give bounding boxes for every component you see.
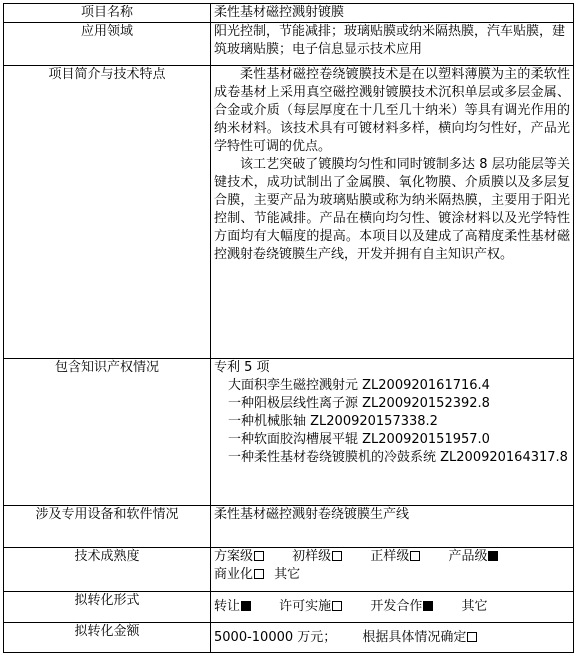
transfer-option-label: 转让 (214, 599, 241, 614)
row-equipment (4, 506, 574, 548)
value-project-name: 柔性基材磁控溅射镀膜 (211, 4, 574, 23)
patent-item: 大面积孪生磁控溅射元 ZL200920161716.4 (228, 378, 490, 393)
value-transfer-form (211, 592, 574, 623)
amount-option-label: 根据具体情况确定 (362, 629, 467, 645)
checkbox[interactable] (467, 632, 477, 642)
row-transfer-amount (4, 623, 574, 653)
maturity-option[interactable] (370, 549, 420, 564)
checkbox[interactable] (254, 569, 264, 579)
intro-paragraph-1: 柔性基材磁控卷绕镀膜技术是在以塑料薄膜为主的柔软性成卷基材上采用真空磁控溅射镀膜技术沉积单层或多层金属、合金或介质（每层厚度在十几至几十纳米）等具有调光作用的纳米材料。该技术具有可镀材料多样，横向均匀性好，产品光学特性可调的优点。 (214, 67, 570, 154)
label-equipment: 涉及专用设备和软件情况 (4, 506, 211, 548)
maturity-option[interactable] (448, 549, 498, 564)
patent-item: 一种软面胶沟槽展平辊 ZL200920151957.0 (228, 432, 490, 447)
label-project-name: 项目名称 (4, 4, 211, 23)
maturity-option[interactable] (214, 549, 264, 564)
amount-option[interactable] (362, 630, 477, 645)
transfer-option-label: 其它 (461, 599, 488, 614)
row-transfer-form (4, 592, 574, 623)
maturity-option-label: 正样级 (370, 549, 410, 564)
label-application-field: 应用领域 (4, 23, 211, 66)
maturity-option-label: 其它 (274, 567, 301, 582)
label-transfer-amount: 拟转化金额 (4, 623, 211, 653)
transfer-option[interactable] (461, 599, 487, 614)
value-maturity (211, 548, 574, 592)
label-ip-status: 包含知识产权情况 (4, 359, 211, 506)
value-equipment: 柔性基材磁控溅射卷绕镀膜生产线 (211, 506, 574, 548)
intro-paragraph-2: 该工艺突破了镀膜均匀性和同时镀制多达 8 层功能层等关键技术，成功试制出了金属膜、氧化物膜、介质膜以及多层复合膜，主要产品为玻璃贴膜或称为纳米隔热膜，主要用于阳光控制、节能减排。产品在横向均匀性、镀涂材料以及光学特性方面均有大幅度的提高。本项目以及建成了高精度柔性基材磁控溅射卷绕镀膜生产线，开发并拥有自主知识产权。 (214, 157, 570, 262)
patent-item: 一种柔性基材卷绕镀膜机的冷鼓系统 ZL200920164317.8 (228, 450, 568, 465)
row-project-intro (4, 66, 574, 359)
transfer-option-label: 许可实施 (279, 599, 332, 614)
checkbox[interactable] (241, 601, 251, 611)
value-transfer-amount (211, 623, 574, 653)
label-project-intro: 项目简介与技术特点 (4, 66, 211, 359)
maturity-option[interactable] (274, 567, 300, 582)
value-ip-status (211, 359, 574, 506)
checkbox[interactable] (254, 551, 264, 561)
transfer-option-label: 开发合作 (370, 599, 423, 614)
checkbox[interactable] (332, 601, 342, 611)
maturity-option-label: 方案级 (214, 549, 254, 564)
maturity-option[interactable] (214, 567, 264, 582)
value-application-field: 阳光控制，节能减排；玻璃贴膜或纳米隔热膜，汽车贴膜，建筑玻璃贴膜；电子信息显示技术应用 (211, 23, 574, 66)
patent-item: 一种机械胀轴 ZL200920157338.2 (228, 414, 438, 429)
row-project-name (4, 4, 574, 23)
checkbox[interactable] (423, 601, 433, 611)
checkbox[interactable] (332, 551, 342, 561)
checkbox[interactable] (410, 551, 420, 561)
checkbox[interactable] (488, 551, 498, 561)
row-ip-status (4, 359, 574, 506)
transfer-option[interactable] (214, 599, 251, 614)
row-application-field (4, 23, 574, 66)
label-maturity: 技术成熟度 (4, 548, 211, 592)
maturity-option-label: 产品级 (448, 549, 488, 564)
maturity-option-label: 商业化 (214, 567, 254, 582)
transfer-option[interactable] (279, 599, 342, 614)
label-transfer-form: 拟转化形式 (4, 592, 211, 623)
project-info-table (3, 3, 574, 653)
maturity-option[interactable] (292, 549, 342, 564)
row-maturity (4, 548, 574, 592)
value-project-intro (211, 66, 574, 359)
amount-value: 5000-10000 万元； (214, 629, 337, 645)
patent-item: 一种阳极层线性离子源 ZL200920152392.8 (228, 396, 490, 411)
ip-summary: 专利 5 项 (214, 360, 270, 375)
transfer-option[interactable] (370, 599, 433, 614)
maturity-option-label: 初样级 (292, 549, 332, 564)
